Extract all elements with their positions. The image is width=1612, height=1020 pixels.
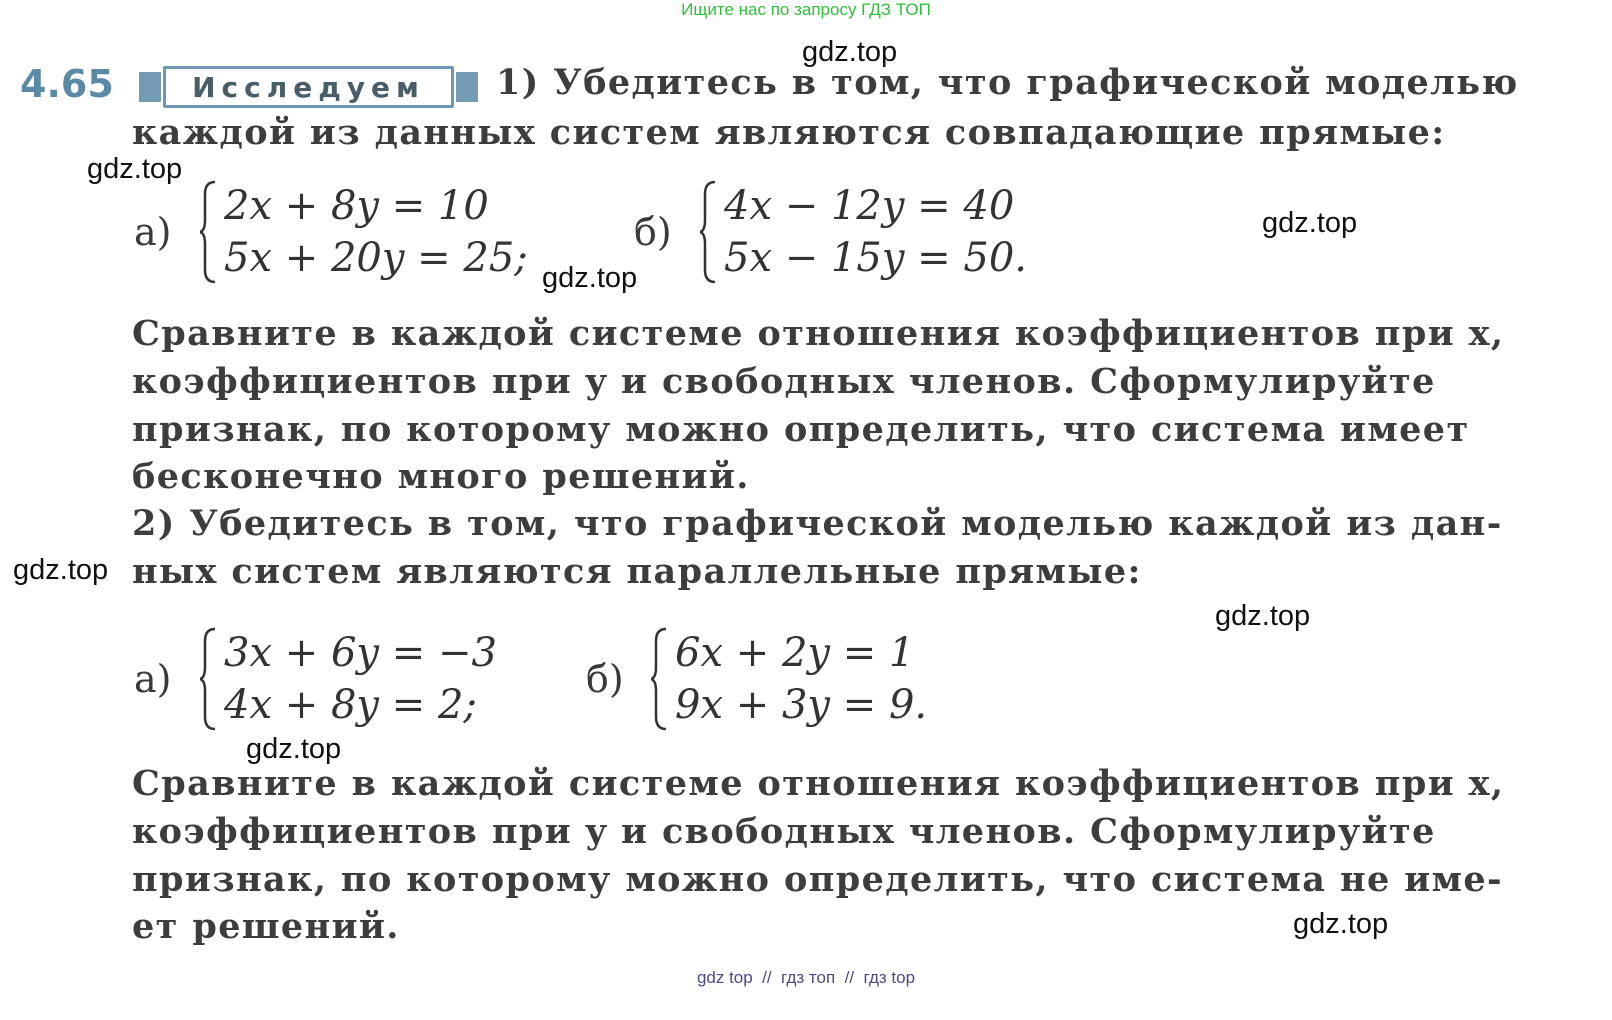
watermark: gdz.top (542, 262, 638, 294)
part1-a-label: а) (134, 210, 172, 254)
part2-text3: признак, по которому можно определить, что система не име- (132, 859, 1503, 900)
brace-icon (200, 180, 218, 284)
part2-b-label: б) (586, 657, 624, 701)
footer-watermark: gdz top // гдз топ // гдз top (696, 968, 916, 987)
equation: 3x + 6y = −3 (224, 630, 497, 676)
watermark: gdz.top (87, 153, 183, 185)
part2-text4: ет решений. (132, 906, 400, 947)
equation: 4x + 8y = 2; (224, 682, 477, 728)
system-1b (700, 180, 1027, 284)
watermark: gdz.top (1262, 207, 1358, 239)
part2-text1: Сравните в каждой системе отношения коэффициентов при x, (132, 763, 1505, 804)
equation: 2x + 8y = 10 (224, 183, 489, 229)
part1-text4: бесконечно много решений. (132, 456, 750, 497)
tag-marker-right (456, 72, 478, 102)
equation: 5x − 15y = 50. (724, 235, 1028, 281)
watermark: gdz.top (1215, 600, 1311, 632)
section-tag (139, 65, 478, 109)
watermark: gdz.top (1293, 908, 1389, 940)
system-2a (200, 627, 497, 731)
brace-icon (700, 180, 718, 284)
part2-line1: 2) Убедитесь в том, что графической моделью каждой из дан- (132, 503, 1503, 544)
part1-b-label: б) (634, 210, 672, 254)
search-banner: Ищите нас по запросу ГДЗ ТОП (681, 0, 931, 19)
problem-number: 4.65 (20, 62, 114, 106)
part1-text1: Сравните в каждой системе отношения коэффициентов при x, (132, 313, 1505, 354)
watermark: gdz.top (802, 36, 898, 68)
watermark: gdz.top (13, 554, 109, 586)
part2-line2: ных систем являются параллельные прямые: (132, 551, 1142, 592)
system-1a (200, 180, 528, 284)
equation: 9x + 3y = 9. (675, 682, 928, 728)
watermark: gdz.top (246, 733, 342, 765)
part2-text2: коэффициентов при y и свободных членов. Сформулируйте (132, 811, 1436, 852)
part1-line1: 1) Убедитесь в том, что графической моделью (496, 62, 1519, 103)
equation: 6x + 2y = 1 (675, 630, 915, 676)
tag-marker-left (139, 72, 161, 102)
part2-a-label: а) (134, 657, 172, 701)
brace-icon (200, 627, 218, 731)
part1-text2: коэффициентов при y и свободных членов. Сформулируйте (132, 361, 1436, 402)
system-2b (651, 627, 927, 731)
equation: 4x − 12y = 40 (724, 183, 1015, 229)
equation: 5x + 20y = 25; (224, 235, 528, 281)
part1-text3: признак, по которому можно определить, что система имеет (132, 409, 1470, 450)
part1-line2: каждой из данных систем являются совпадающие прямые: (132, 112, 1446, 153)
brace-icon (651, 627, 669, 731)
tag-label: Исследуем (163, 66, 454, 108)
